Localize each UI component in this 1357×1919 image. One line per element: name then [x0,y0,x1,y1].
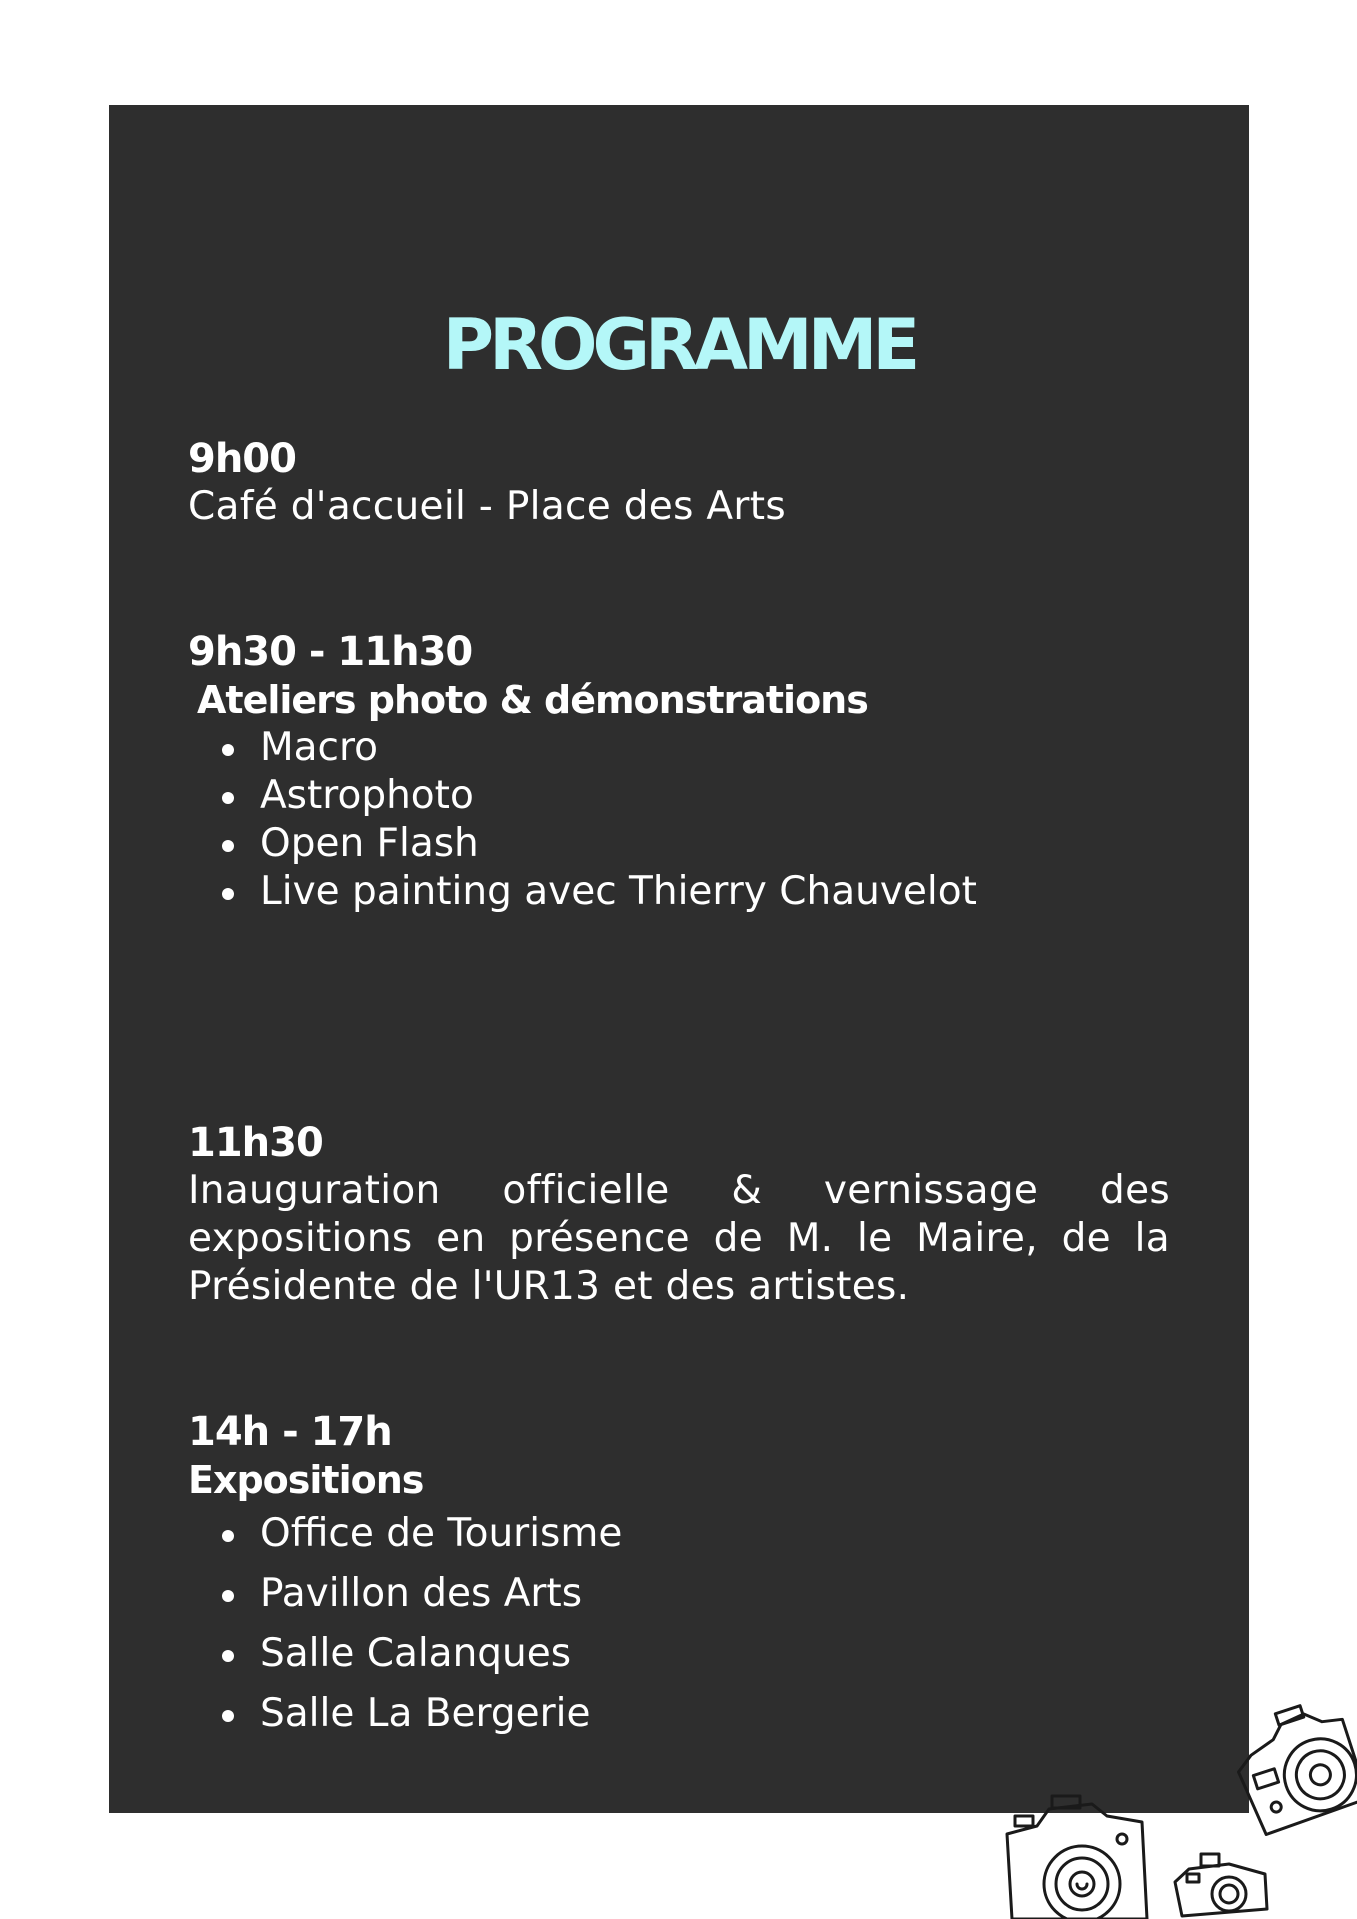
list-item: Salle La Bergerie [222,1684,1170,1744]
list-item: Office de Tourisme [222,1504,1170,1564]
section-text: Café d'accueil - Place des Arts [188,484,786,529]
camera-doodle-icon [997,1704,1357,1919]
list-item: Salle Calanques [222,1624,1170,1684]
schedule-section-11h30 [188,1119,1170,1311]
section-time: 11h30 [188,1120,323,1166]
section-time: 9h00 [188,436,296,482]
workshop-list [188,724,1170,916]
list-item: Astrophoto [222,772,1170,820]
schedule-section-9h30 [188,628,1170,916]
list-item: Pavillon des Arts [222,1564,1170,1624]
list-item: Open Flash [222,820,1170,868]
page-title: PROGRAMME [442,304,916,386]
list-item: Macro [222,724,1170,772]
programme-panel [109,105,1249,1813]
section-subtitle: Ateliers photo & démonstrations [197,678,868,722]
schedule-section-14h [188,1408,1170,1744]
section-time: 9h30 - 11h30 [188,629,473,675]
camera-icon [1007,1796,1147,1919]
camera-icon [1175,1854,1267,1916]
list-item: Live painting avec Thierry Chauvelot [222,868,1170,916]
schedule-section-9h00 [188,435,1170,531]
section-text: Inauguration officielle & vernissage des expositions en présence de M. le Maire, de la Présidente de l'UR13 et des artistes. [188,1168,1170,1309]
section-subtitle: Expositions [188,1458,424,1502]
section-time: 14h - 17h [188,1409,392,1455]
camera-icon [1225,1704,1357,1837]
